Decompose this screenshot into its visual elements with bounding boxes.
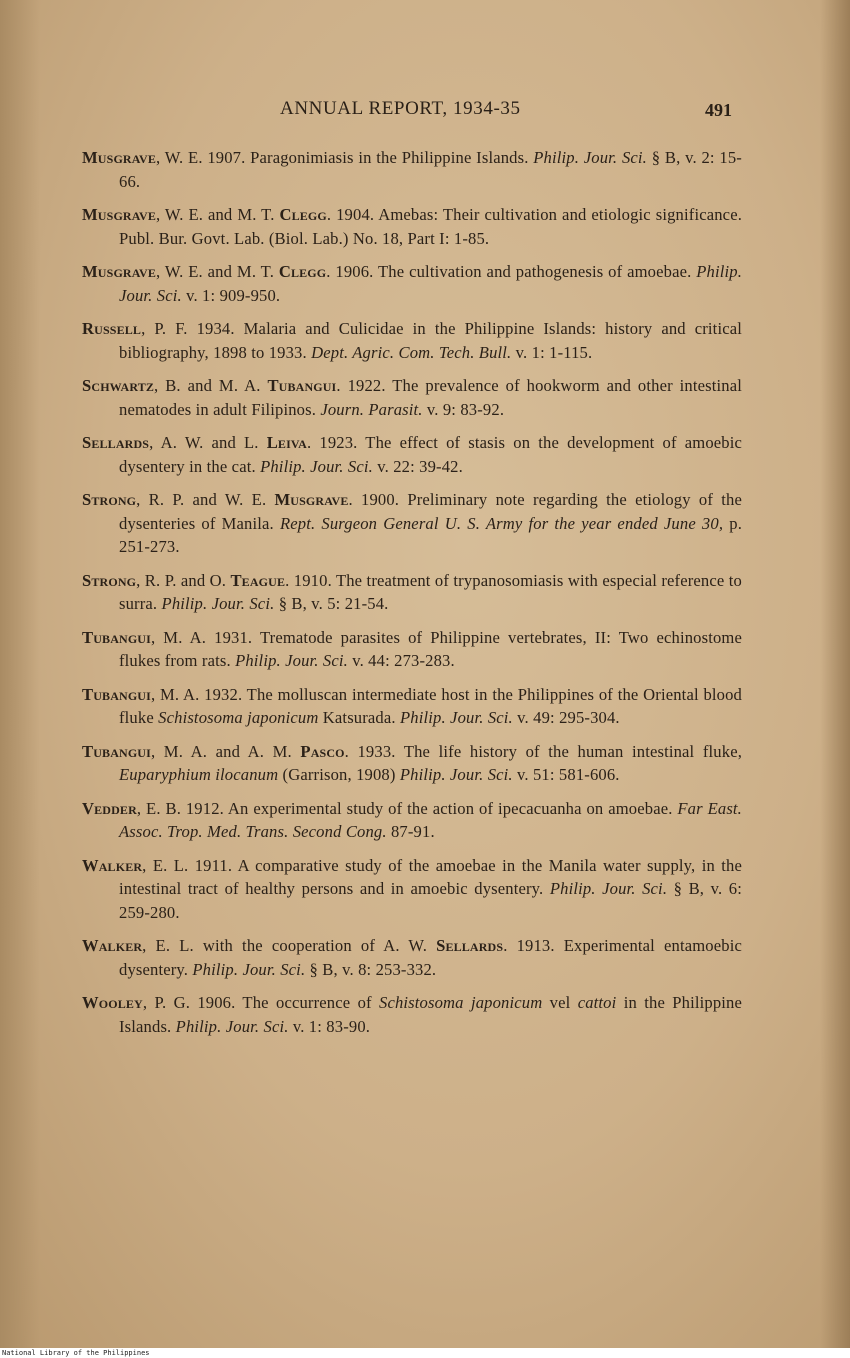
entry-text: v. 1: 83-90. bbox=[288, 1016, 371, 1036]
author-name: Tubangui bbox=[82, 684, 151, 704]
bibliography-entry bbox=[82, 146, 742, 193]
citation-italic: cattoi bbox=[577, 993, 617, 1012]
bibliography-entry bbox=[82, 317, 742, 364]
citation-italic: Philip. Jour. Sci. bbox=[161, 594, 275, 613]
entry-text: , M. A. 1931. Trematode parasites of Philippine vertebrates, II: Two echinostome flukes from rats. bbox=[119, 627, 742, 670]
bibliography-entry bbox=[82, 740, 742, 787]
author-name: Schwartz bbox=[82, 376, 155, 395]
author-name: Tubangui bbox=[82, 627, 151, 647]
citation-italic: Philip. Jour. Sci. bbox=[260, 456, 373, 476]
bibliography-entry bbox=[82, 626, 742, 673]
entry-text: vel bbox=[542, 993, 578, 1012]
entry-text: § B, v. 8: 253-332. bbox=[305, 959, 437, 979]
citation-italic: Philip. Jour. Sci. bbox=[235, 651, 348, 670]
citation-italic: Philip. Jour. Sci. bbox=[549, 879, 668, 898]
citation-italic: Dept. Agric. Com. Tech. Bull. bbox=[311, 342, 512, 362]
entry-text: . 1913. Experimental entamoebic dysentery. bbox=[119, 936, 742, 979]
entry-text: , A. W. and L. bbox=[149, 433, 267, 452]
entry-text: v. 1: 909-950. bbox=[181, 285, 281, 305]
author-name: Sellards bbox=[436, 936, 504, 955]
entry-text: p. 251-273. bbox=[119, 513, 742, 556]
citation-italic: Philip. Jour. Sci. bbox=[192, 959, 306, 979]
author-name: Clegg bbox=[278, 262, 327, 281]
page-shadow-right bbox=[820, 0, 850, 1348]
entry-text: v. 51: 581-606. bbox=[512, 765, 620, 784]
entry-text: v. 9: 83-92. bbox=[422, 399, 505, 419]
footer-bar bbox=[0, 1348, 850, 1358]
page-shadow-left bbox=[0, 0, 40, 1348]
entry-text: in the Philippine Islands. bbox=[119, 993, 742, 1036]
entry-text: 87-91. bbox=[386, 822, 435, 841]
bibliography-entry bbox=[82, 991, 742, 1038]
running-header bbox=[0, 98, 850, 122]
author-name: Leiva bbox=[266, 433, 307, 452]
author-name: Musgrave bbox=[82, 148, 156, 167]
entry-text: (Garrison, 1908) bbox=[278, 765, 400, 784]
bibliography-entry bbox=[82, 374, 742, 421]
page-number: 491 bbox=[705, 100, 732, 120]
entry-text: , M. A. and A. M. bbox=[150, 741, 301, 761]
bibliography-entry bbox=[82, 488, 742, 559]
citation-italic: Far East. Assoc. Trop. Med. Trans. Second Cong. bbox=[119, 798, 742, 841]
entry-text: , W. E. and M. T. bbox=[156, 262, 279, 281]
citation-italic: Philip. Jour. Sci. bbox=[400, 708, 513, 727]
entry-text: , E. L. with the cooperation of A. W. bbox=[142, 936, 437, 955]
entry-text: § B, v. 5: 21-54. bbox=[274, 594, 389, 613]
entry-text: . 1904. Amebas: Their cultivation and etiologic significance. Publ. Bur. Govt. Lab. (Biol. Lab.) No. 18, Part I: 1-85. bbox=[119, 205, 743, 248]
entry-text: . 1910. The treatment of trypanosomiasis with especial reference to surra. bbox=[119, 570, 742, 613]
bibliography-entry bbox=[82, 854, 742, 925]
entry-text: , R. P. and O. bbox=[136, 570, 231, 590]
citation-italic: Rept. Surgeon General U. S. Army for the year ended June 30, bbox=[279, 513, 724, 533]
author-name: Tubangui bbox=[267, 376, 337, 395]
author-name: Tubangui bbox=[82, 741, 151, 761]
entry-text: , W. E. and M. T. bbox=[156, 205, 280, 224]
citation-italic: Philip. Jour. Sci. bbox=[399, 765, 513, 784]
entry-text: , E. L. 1911. A comparative study of the amoebae in the Manila water supply, in the intestinal tract of healthy persons and in amoebic dysentery. bbox=[119, 855, 742, 898]
author-name: Musgrave bbox=[82, 262, 156, 281]
entry-text: Katsurada. bbox=[318, 708, 400, 727]
bibliography-entry bbox=[82, 569, 742, 616]
author-name: Strong bbox=[82, 570, 137, 590]
bibliography-entry bbox=[82, 203, 742, 250]
entry-text: , E. B. 1912. An experimental study of the action of ipecacuanha on amoebae. bbox=[136, 798, 678, 818]
citation-italic: Schistosoma japonicum bbox=[379, 993, 543, 1012]
author-name: Sellards bbox=[82, 433, 150, 452]
author-name: Walker bbox=[82, 936, 143, 955]
citation-italic: Euparyphium ilocanum bbox=[119, 765, 279, 784]
entry-text: v. 49: 295-304. bbox=[512, 708, 620, 727]
entry-text: . 1922. The prevalence of hookworm and other intestinal nematodes in adult Filipinos. bbox=[119, 376, 743, 419]
entry-text: , M. A. 1932. The molluscan intermediate host in the Philippines of the Oriental blood fluke bbox=[119, 684, 742, 727]
bibliography-entry bbox=[82, 431, 742, 478]
entry-text: , R. P. and W. E. bbox=[136, 490, 275, 509]
bibliography-entry bbox=[82, 797, 742, 844]
author-name: Wooley bbox=[82, 993, 143, 1012]
bibliography-entry bbox=[82, 934, 742, 981]
entry-text: v. 22: 39-42. bbox=[372, 456, 463, 476]
citation-italic: Philip. Jour. Sci. bbox=[533, 148, 647, 167]
entry-text: . 1900. Preliminary note regarding the etiology of the dysenteries of Manila. bbox=[119, 490, 742, 533]
entry-text: . 1933. The life history of the human intestinal fluke, bbox=[344, 741, 743, 761]
author-name: Vedder bbox=[82, 798, 137, 818]
citation-italic: Journ. Parasit. bbox=[320, 399, 423, 419]
citation-italic: Philip. Jour. Sci. bbox=[119, 262, 743, 305]
author-name: Musgrave bbox=[82, 205, 156, 224]
author-name: Clegg bbox=[279, 205, 327, 224]
entry-text: , W. E. 1907. Paragonimiasis in the Philippine Islands. bbox=[156, 148, 534, 167]
author-name: Walker bbox=[82, 855, 143, 875]
author-name: Russell bbox=[82, 319, 142, 338]
entry-text: , P. F. 1934. Malaria and Culicidae in the Philippine Islands: history and critical bibliography, 1898 to 1933. bbox=[119, 319, 742, 362]
entry-text: v. 44: 273-283. bbox=[347, 651, 455, 670]
author-name: Strong bbox=[82, 490, 137, 509]
citation-italic: Schistosoma japonicum bbox=[158, 708, 319, 727]
entry-text: . 1906. The cultivation and pathogenesis of amoebae. bbox=[326, 262, 697, 281]
bibliography-entry bbox=[82, 260, 742, 307]
entry-text: v. 1: 1-115. bbox=[511, 342, 593, 362]
citation-italic: Philip. Jour. Sci. bbox=[175, 1016, 289, 1036]
entry-text: § B, v. 2: 15-66. bbox=[119, 148, 742, 191]
entry-text: , B. and M. A. bbox=[154, 376, 268, 395]
bibliography-entry bbox=[82, 683, 742, 730]
entry-text: , P. G. 1906. The occurrence of bbox=[142, 993, 380, 1012]
entry-text: § B, v. 6: 259-280. bbox=[119, 879, 742, 922]
author-name: Pasco bbox=[300, 741, 345, 761]
author-name: Musgrave bbox=[274, 490, 349, 509]
header-title: ANNUAL REPORT, 1934-35 bbox=[280, 98, 521, 119]
library-watermark: National Library of the Philippines bbox=[2, 1349, 150, 1357]
bibliography-list bbox=[82, 146, 742, 1048]
author-name: Teague bbox=[230, 570, 286, 590]
entry-text: . 1923. The effect of stasis on the development of amoebic dysentery in the cat. bbox=[119, 433, 742, 476]
